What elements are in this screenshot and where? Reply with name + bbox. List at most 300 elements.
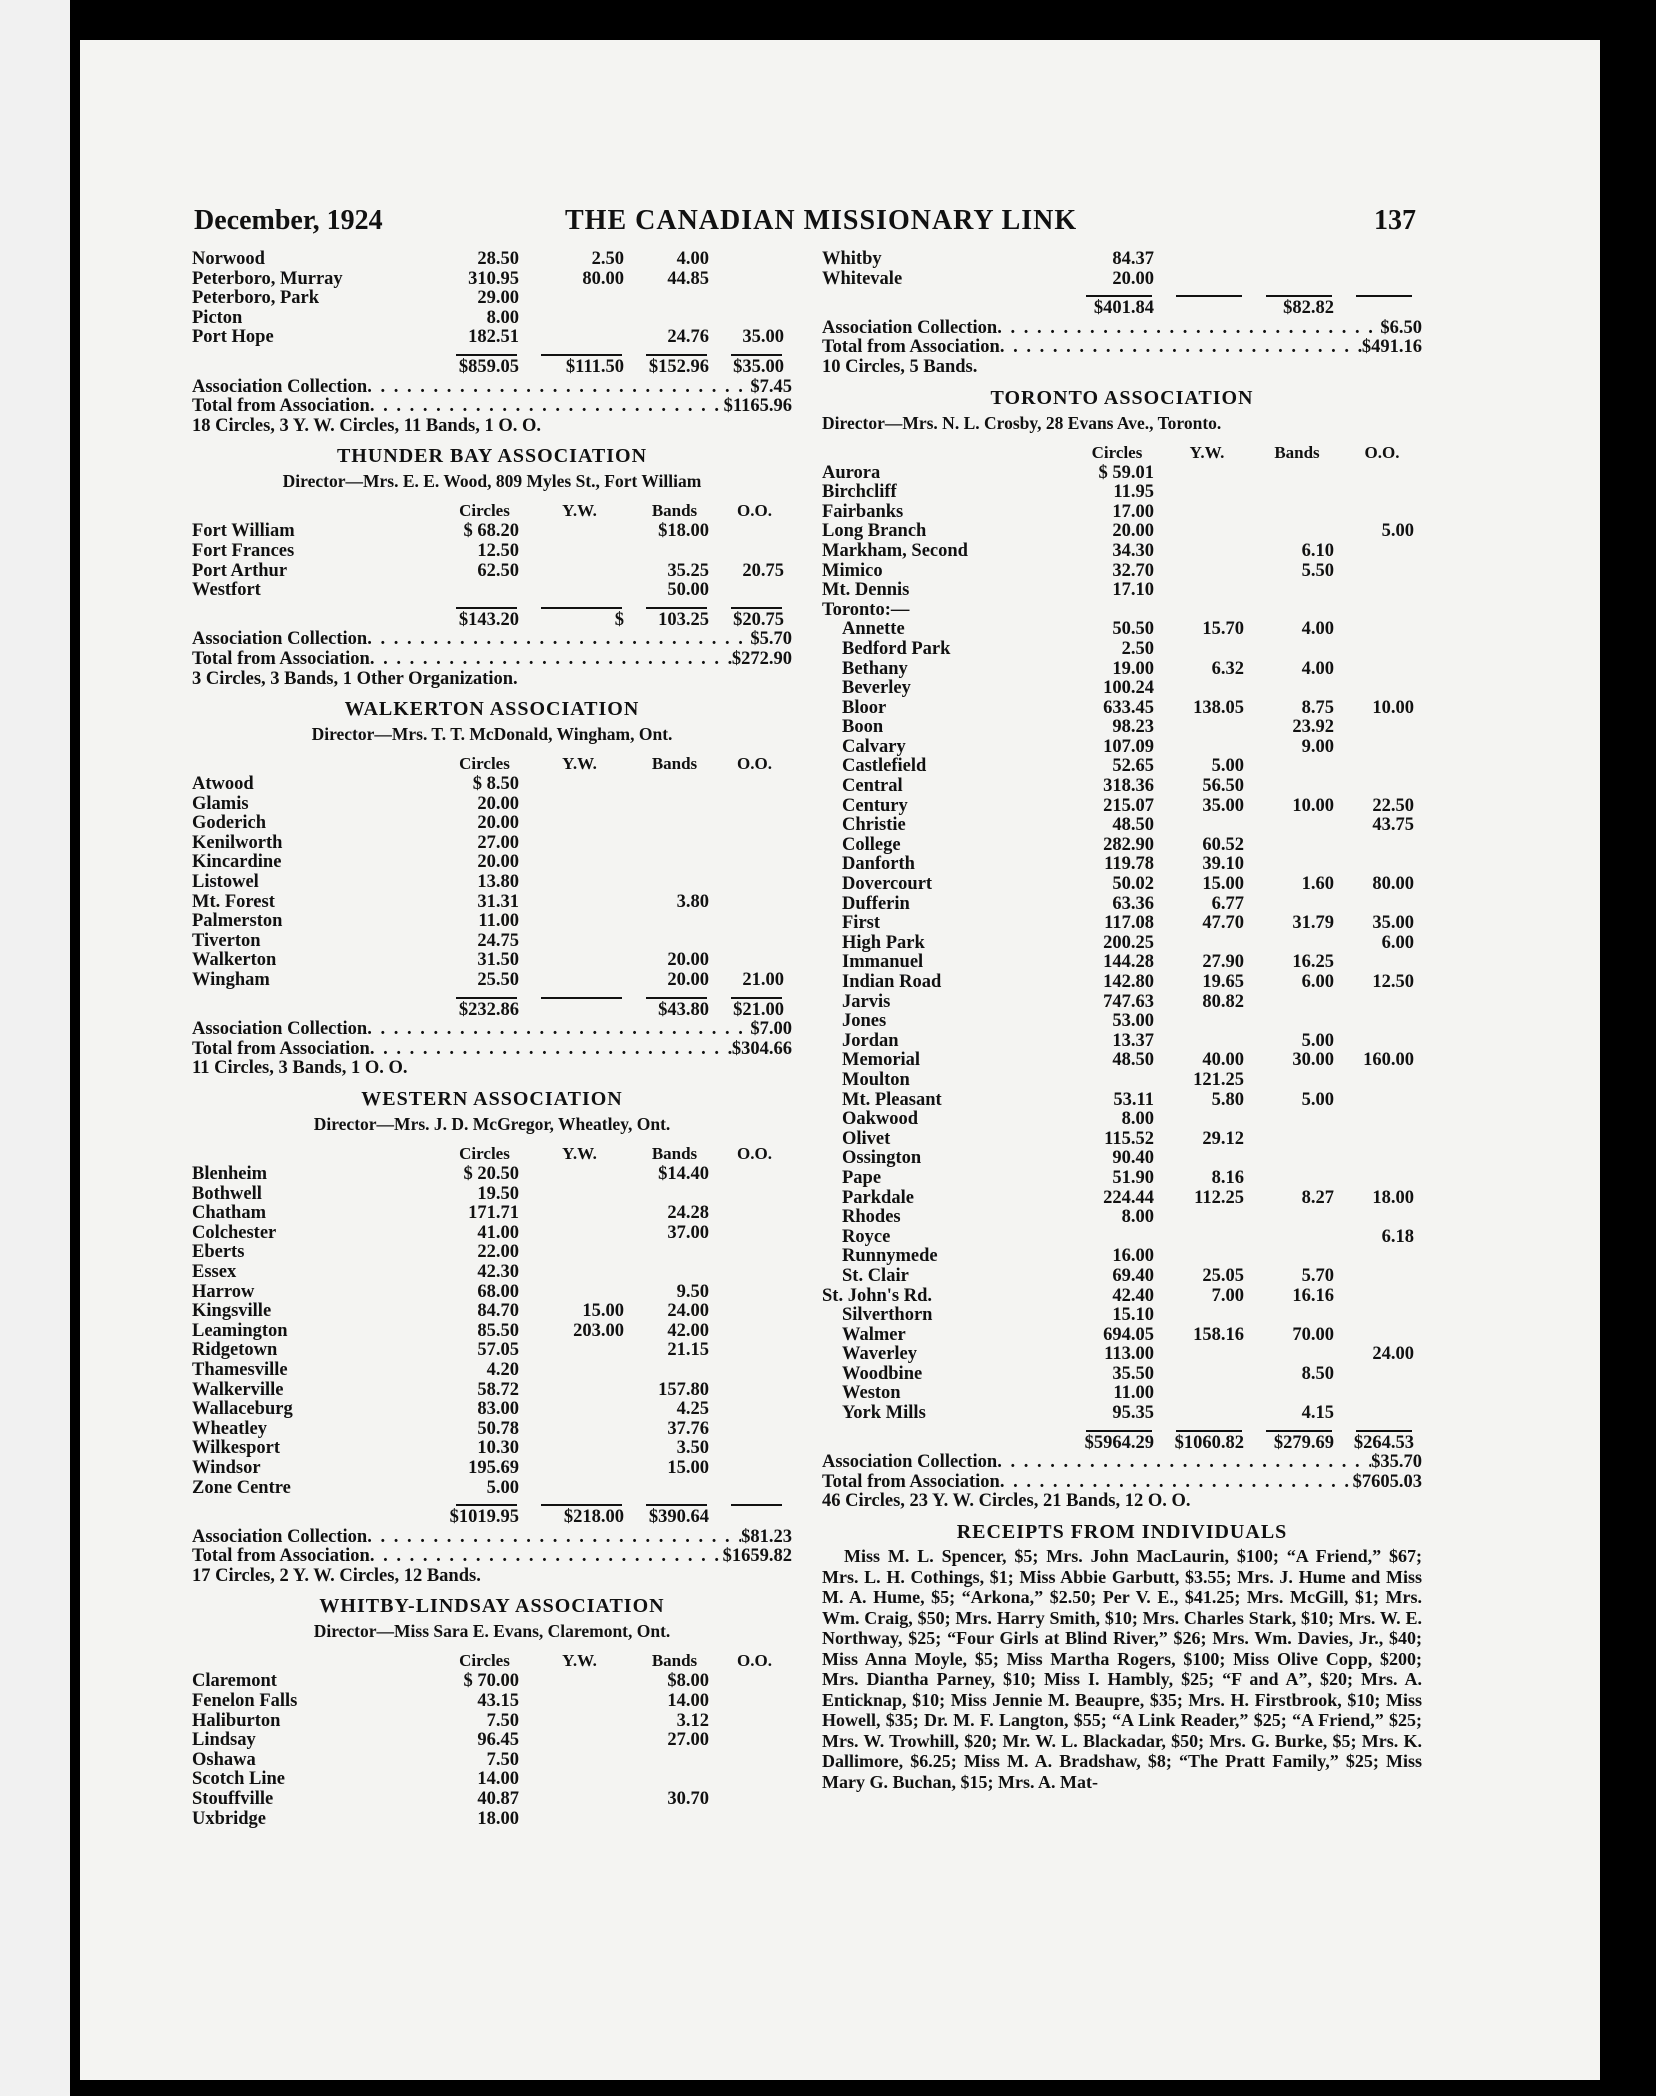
amount-cell <box>717 1672 792 1692</box>
amount-cell: 56.50 <box>1202 777 1244 797</box>
amount-cell: 282.90 <box>1103 835 1154 855</box>
total-amount: $1659.82 <box>722 1546 792 1567</box>
amount-cell: 28.50 <box>477 250 519 269</box>
table-row <box>822 679 1422 699</box>
amount-cell: 6.18 <box>1381 1227 1414 1247</box>
right-column <box>822 250 1422 1792</box>
amount-cell <box>1252 464 1342 484</box>
total-amount: $272.90 <box>731 648 792 669</box>
amount-cell: 16.25 <box>1292 953 1334 973</box>
table-row <box>822 1365 1422 1385</box>
table-row <box>192 775 792 795</box>
amount-cell <box>527 1479 632 1499</box>
column-headers <box>192 500 792 522</box>
amount-cell: 5.50 <box>1301 561 1334 581</box>
amount-cell: 5.80 <box>1211 1090 1244 1110</box>
total-line <box>192 630 792 650</box>
amount-cell: $ 59.01 <box>1098 463 1154 483</box>
amount-cell: 35.00 <box>1372 914 1414 934</box>
place-name: Central <box>842 777 903 797</box>
table-row <box>822 1345 1422 1365</box>
amount-cell: 24.75 <box>477 931 519 951</box>
column-header: Bands <box>651 754 698 774</box>
total-line <box>192 1528 792 1548</box>
total-amount: $7.45 <box>750 376 792 397</box>
leader-dots <box>370 650 732 670</box>
place-name: Bedford Park <box>842 639 951 659</box>
place-name: Blenheim <box>192 1165 268 1184</box>
amount-cell <box>527 581 632 601</box>
place-name: Annette <box>842 620 905 640</box>
table-row <box>192 834 792 854</box>
amount-cell <box>632 814 717 834</box>
amount-cell: 2.50 <box>591 250 624 269</box>
amount-cell <box>1252 816 1342 836</box>
amount-cell: 30.70 <box>667 1790 709 1810</box>
place-name: Mt. Pleasant <box>842 1090 942 1110</box>
table-row <box>192 1439 792 1459</box>
place-name: Mt. Dennis <box>822 581 910 601</box>
amount-cell <box>527 775 632 795</box>
column-headers <box>822 442 1422 464</box>
amount-cell <box>1342 777 1422 797</box>
amount-cell: 18.00 <box>477 1809 519 1829</box>
amount-cell: 48.50 <box>1112 816 1154 836</box>
header-journal: THE CANADIAN MISSIONARY LINK <box>565 205 1078 236</box>
table-row <box>192 542 792 562</box>
table-row <box>192 1224 792 1244</box>
amount-cell <box>1252 503 1342 523</box>
amount-cell <box>717 1692 792 1712</box>
place-name: Aurora <box>822 463 881 483</box>
total-rules <box>192 1498 792 1508</box>
amount-cell: 215.07 <box>1103 796 1154 816</box>
association-director: Director—Mrs. T. T. McDonald, Wingham, Ont. <box>311 724 673 745</box>
blank-header <box>192 753 442 775</box>
place-name: Oakwood <box>842 1110 919 1130</box>
amount-cell <box>527 893 632 913</box>
total-cell <box>1162 299 1252 319</box>
amount-cell: 20.00 <box>1112 522 1154 542</box>
column-header: Circles <box>459 501 510 521</box>
table-row <box>192 932 792 952</box>
amount-cell <box>1252 250 1342 270</box>
amount-cell <box>527 1204 632 1224</box>
amount-cell: 70.00 <box>1292 1325 1334 1345</box>
total-line <box>822 1453 1422 1473</box>
amount-cell <box>1252 1130 1342 1150</box>
amount-cell <box>1342 757 1422 777</box>
amount-cell: 24.28 <box>667 1204 709 1224</box>
total-label: Association Collection <box>192 629 368 650</box>
amount-cell <box>1162 718 1252 738</box>
amount-cell: 117.08 <box>1104 914 1154 934</box>
total-cell: $ <box>614 610 624 630</box>
amount-cell: 4.25 <box>676 1400 709 1420</box>
table-row <box>192 1283 792 1303</box>
amount-cell: 19.00 <box>1112 659 1154 679</box>
table-row <box>192 873 792 893</box>
place-name: Kincardine <box>192 853 282 873</box>
amount-cell: 19.65 <box>1202 973 1244 992</box>
summary-line: 10 Circles, 5 Bands. <box>822 356 978 377</box>
place-name: Wingham <box>192 971 270 991</box>
amount-cell: 200.25 <box>1103 933 1154 953</box>
place-name: Christie <box>842 816 906 836</box>
place-name: Dovercourt <box>842 875 933 895</box>
total-line <box>822 319 1422 339</box>
total-amount: $7605.03 <box>1352 1471 1422 1492</box>
amount-cell: 48.50 <box>1112 1051 1154 1071</box>
place-name: Whitevale <box>822 269 903 289</box>
leader-dots <box>997 319 1380 339</box>
amount-cell <box>1342 1384 1422 1404</box>
amount-cell: 12.50 <box>477 541 519 561</box>
amount-cell <box>1252 1149 1342 1169</box>
amount-cell <box>717 1731 792 1751</box>
amount-cell <box>527 1731 632 1751</box>
amount-cell <box>717 1770 792 1790</box>
leader-dots <box>367 1528 741 1548</box>
amount-cell: 15.00 <box>1202 875 1244 895</box>
amount-cell <box>1342 1149 1422 1169</box>
amount-cell: 44.85 <box>667 269 709 289</box>
total-cell: $82.82 <box>1283 299 1334 319</box>
amount-cell <box>717 932 792 952</box>
amount-cell: 7.50 <box>486 1750 519 1770</box>
amount-cell <box>1342 1247 1422 1267</box>
table-row <box>822 660 1422 680</box>
amount-cell <box>527 1263 632 1283</box>
amount-cell <box>717 1243 792 1263</box>
summary-line: 18 Circles, 3 Y. W. Circles, 11 Bands, 1 O. O. <box>192 415 541 436</box>
amount-cell <box>1342 503 1422 523</box>
amount-cell: 5.00 <box>1301 1031 1334 1051</box>
table-row <box>822 1012 1422 1032</box>
column-header: Y.W. <box>562 754 597 774</box>
amount-cell: 30.00 <box>1292 1051 1334 1071</box>
amount-cell <box>717 853 792 873</box>
amount-cell: 8.00 <box>1121 1208 1154 1228</box>
association-director: Director—Miss Sara E. Evans, Claremont, Ont. <box>313 1621 671 1642</box>
amount-cell: 21.00 <box>742 971 784 991</box>
amount-cell: 694.05 <box>1103 1325 1154 1345</box>
place-name: Waverley <box>842 1345 918 1365</box>
total-line <box>822 1473 1422 1493</box>
amount-cell: 17.10 <box>1112 581 1154 601</box>
blank-header <box>192 500 442 522</box>
amount-cell: 27.00 <box>477 833 519 853</box>
amount-cell <box>1162 503 1252 523</box>
amount-cell <box>1342 1208 1422 1228</box>
amount-cell <box>1342 855 1422 875</box>
table-row <box>192 1712 792 1732</box>
column-header: Circles <box>459 1144 510 1163</box>
amount-cell <box>717 1204 792 1224</box>
total-line <box>822 338 1422 358</box>
amount-cell: 318.36 <box>1103 777 1154 797</box>
amount-cell <box>1162 1345 1252 1365</box>
place-name: Markham, Second <box>822 541 968 561</box>
amount-cell <box>1342 738 1422 758</box>
place-name: Indian Road <box>842 973 942 992</box>
place-name: Immanuel <box>842 953 924 973</box>
place-name: First <box>842 914 881 934</box>
amount-cell <box>1162 679 1252 699</box>
amount-cell <box>1162 250 1252 270</box>
amount-cell <box>527 542 632 562</box>
amount-cell <box>1342 1032 1422 1052</box>
association-title: WALKERTON ASSOCIATION <box>344 698 640 721</box>
amount-cell: 83.00 <box>477 1400 519 1420</box>
place-name: Beverley <box>842 679 911 699</box>
place-name: Jones <box>842 1012 887 1032</box>
amount-cell: 17.00 <box>1112 502 1154 522</box>
table-row <box>192 1790 792 1810</box>
total-cell <box>527 1001 632 1021</box>
column-header: Circles <box>459 1651 510 1671</box>
place-name: Pape <box>842 1168 882 1188</box>
amount-cell: 4.20 <box>486 1360 519 1380</box>
amount-cell <box>1162 738 1252 758</box>
amount-cell: 23.92 <box>1292 718 1334 738</box>
amount-cell <box>527 971 632 991</box>
column-header: Y.W. <box>562 501 597 521</box>
total-cell: $5964.29 <box>1084 1433 1154 1453</box>
amount-cell <box>1252 640 1342 660</box>
amount-cell: 68.00 <box>477 1282 519 1302</box>
amount-cell: 20.00 <box>477 814 519 834</box>
amount-cell: 69.40 <box>1112 1266 1154 1286</box>
amount-cell: 60.52 <box>1202 835 1244 855</box>
table-row <box>822 1287 1422 1307</box>
total-label: Total from Association <box>192 396 370 417</box>
table-row <box>192 1322 792 1342</box>
table-row <box>822 738 1422 758</box>
amount-cell <box>632 795 717 815</box>
association-director: Director—Mrs. J. D. McGregor, Wheatley, Ont. <box>313 1114 671 1134</box>
table-row <box>192 1381 792 1401</box>
place-name: Atwood <box>192 775 254 795</box>
amount-cell: 138.05 <box>1193 698 1244 718</box>
amount-cell: 58.72 <box>477 1380 519 1400</box>
place-name: Castlefield <box>842 757 927 777</box>
place-name: Moulton <box>842 1070 910 1090</box>
amount-cell <box>1252 1208 1342 1228</box>
place-name: Stouffville <box>192 1790 274 1810</box>
total-cell <box>192 358 442 378</box>
amount-cell <box>717 522 792 542</box>
place-name: Silverthorn <box>842 1306 933 1326</box>
total-rules <box>822 289 1422 299</box>
amount-cell <box>632 289 717 309</box>
amount-cell: 8.16 <box>1211 1168 1244 1188</box>
place-name: Rhodes <box>842 1208 901 1228</box>
amount-cell: 11.95 <box>1113 483 1154 503</box>
amount-cell <box>717 951 792 971</box>
table-row <box>822 1051 1422 1071</box>
amount-cell: 8.75 <box>1301 698 1334 718</box>
table-row <box>822 895 1422 915</box>
amount-cell: 4.00 <box>1301 620 1334 640</box>
place-name: Long Branch <box>822 522 927 542</box>
amount-cell <box>1162 1012 1252 1032</box>
place-name: Glamis <box>192 794 249 814</box>
total-cell: $232.86 <box>458 1000 519 1020</box>
amount-cell: $ 70.00 <box>463 1672 519 1692</box>
leader-dots <box>367 630 750 650</box>
amount-cell: 100.24 <box>1103 679 1154 699</box>
table-row <box>822 855 1422 875</box>
amount-cell: 8.50 <box>1301 1364 1334 1384</box>
summary-line: 17 Circles, 2 Y. W. Circles, 12 Bands. <box>192 1565 481 1586</box>
amount-cell <box>632 912 717 932</box>
total-cell: $279.69 <box>1273 1433 1334 1453</box>
amount-cell: 182.51 <box>468 328 519 348</box>
table-row <box>822 934 1422 954</box>
amount-cell <box>1162 1384 1252 1404</box>
amount-cell <box>527 912 632 932</box>
amount-cell <box>632 1361 717 1381</box>
amount-cell <box>1342 562 1422 582</box>
amount-cell: 27.00 <box>667 1731 709 1751</box>
amount-cell <box>1162 522 1252 542</box>
place-name: Westfort <box>192 581 261 601</box>
column-headers <box>192 1650 792 1672</box>
amount-cell: 6.32 <box>1211 659 1244 679</box>
table-row <box>822 1384 1422 1404</box>
table-row <box>192 1341 792 1361</box>
amount-cell <box>1252 777 1342 797</box>
amount-cell <box>1162 464 1252 484</box>
amount-cell: 85.50 <box>477 1321 519 1341</box>
amount-cell: 20.00 <box>667 951 709 971</box>
amount-cell <box>527 1224 632 1244</box>
amount-cell: 96.45 <box>477 1731 519 1751</box>
association-title: WESTERN ASSOCIATION <box>361 1088 623 1110</box>
amount-cell: 14.00 <box>477 1770 519 1790</box>
place-name: College <box>842 835 901 855</box>
place-name: Weston <box>842 1384 901 1404</box>
table-row <box>192 309 792 329</box>
column-header: O.O. <box>737 501 772 521</box>
amount-cell <box>1342 953 1422 973</box>
place-name: Listowel <box>192 873 259 893</box>
amount-cell: 3.80 <box>676 892 709 912</box>
amount-cell <box>527 1692 632 1712</box>
table-row <box>192 1204 792 1224</box>
total-cell: $859.05 <box>458 357 519 377</box>
total-amount: $1165.96 <box>723 396 792 417</box>
amount-cell: 158.16 <box>1193 1325 1244 1345</box>
place-name: Bethany <box>842 659 908 679</box>
amount-cell <box>632 873 717 893</box>
amount-cell <box>527 1420 632 1440</box>
amount-cell <box>527 1459 632 1479</box>
place-name: Leamington <box>192 1321 288 1341</box>
total-cell <box>192 611 442 631</box>
amount-cell <box>527 309 632 329</box>
total-label: Total from Association <box>822 1471 1000 1492</box>
amount-cell <box>1342 464 1422 484</box>
table-row <box>192 1731 792 1751</box>
blank-header <box>192 1143 442 1165</box>
amount-cell <box>1342 1326 1422 1346</box>
total-label: Total from Association <box>192 1546 370 1567</box>
amount-cell <box>1162 1306 1252 1326</box>
total-row <box>192 1508 792 1528</box>
table-row <box>192 1770 792 1790</box>
amount-cell: 20.75 <box>742 561 784 581</box>
amount-cell <box>1162 1110 1252 1130</box>
place-name: Bothwell <box>192 1184 262 1204</box>
column-header: O.O. <box>737 1144 772 1163</box>
table-row <box>192 1185 792 1205</box>
table-row <box>822 620 1422 640</box>
amount-cell <box>527 834 632 854</box>
amount-cell <box>527 522 632 542</box>
amount-cell <box>1162 483 1252 503</box>
amount-cell <box>1162 270 1252 290</box>
association-title: THUNDER BAY ASSOCIATION <box>336 445 648 468</box>
amount-cell <box>527 814 632 834</box>
total-label: Total from Association <box>822 337 1000 358</box>
table-row <box>822 1130 1422 1150</box>
place-name: Tiverton <box>192 931 261 951</box>
amount-cell <box>1162 1208 1252 1228</box>
total-line <box>192 650 792 670</box>
column-headers <box>192 1143 792 1165</box>
amount-cell: 11.00 <box>1113 1384 1154 1404</box>
amount-cell: 20.00 <box>477 794 519 814</box>
total-amount: $81.23 <box>741 1526 792 1547</box>
amount-cell: 224.44 <box>1103 1188 1154 1208</box>
amount-cell: 157.80 <box>658 1380 709 1400</box>
amount-cell: 37.00 <box>667 1223 709 1243</box>
place-name: Uxbridge <box>192 1809 266 1829</box>
total-cell: $111.50 <box>565 357 624 377</box>
amount-cell: 40.87 <box>477 1790 519 1810</box>
summary-line: 11 Circles, 3 Bands, 1 O. O. <box>192 1058 408 1079</box>
amount-cell: 5.00 <box>1211 757 1244 777</box>
table-row <box>192 581 792 601</box>
amount-cell <box>632 1810 717 1830</box>
amount-cell <box>1162 1365 1252 1385</box>
table-row <box>192 1302 792 1322</box>
table-row <box>192 1361 792 1381</box>
place-name: Wheatley <box>192 1419 268 1439</box>
leader-dots <box>1000 338 1362 358</box>
amount-cell <box>527 1381 632 1401</box>
amount-cell <box>1252 1228 1342 1248</box>
place-name: Century <box>842 796 908 816</box>
total-label: Association Collection <box>822 1452 998 1473</box>
table-row <box>822 464 1422 484</box>
amount-cell: 160.00 <box>1363 1051 1414 1071</box>
amount-cell <box>1342 1071 1422 1091</box>
place-name: Chatham <box>192 1204 267 1224</box>
place-name: Runnymede <box>842 1247 938 1267</box>
amount-cell <box>527 873 632 893</box>
amount-cell <box>527 562 632 582</box>
total-amount: $7.00 <box>750 1019 792 1040</box>
amount-cell: 4.15 <box>1301 1404 1334 1424</box>
amount-cell <box>1252 679 1342 699</box>
amount-cell: 12.50 <box>1372 973 1414 992</box>
amount-cell: 31.31 <box>477 892 519 912</box>
place-name: Windsor <box>192 1458 261 1478</box>
amount-cell: 15.00 <box>582 1302 624 1322</box>
